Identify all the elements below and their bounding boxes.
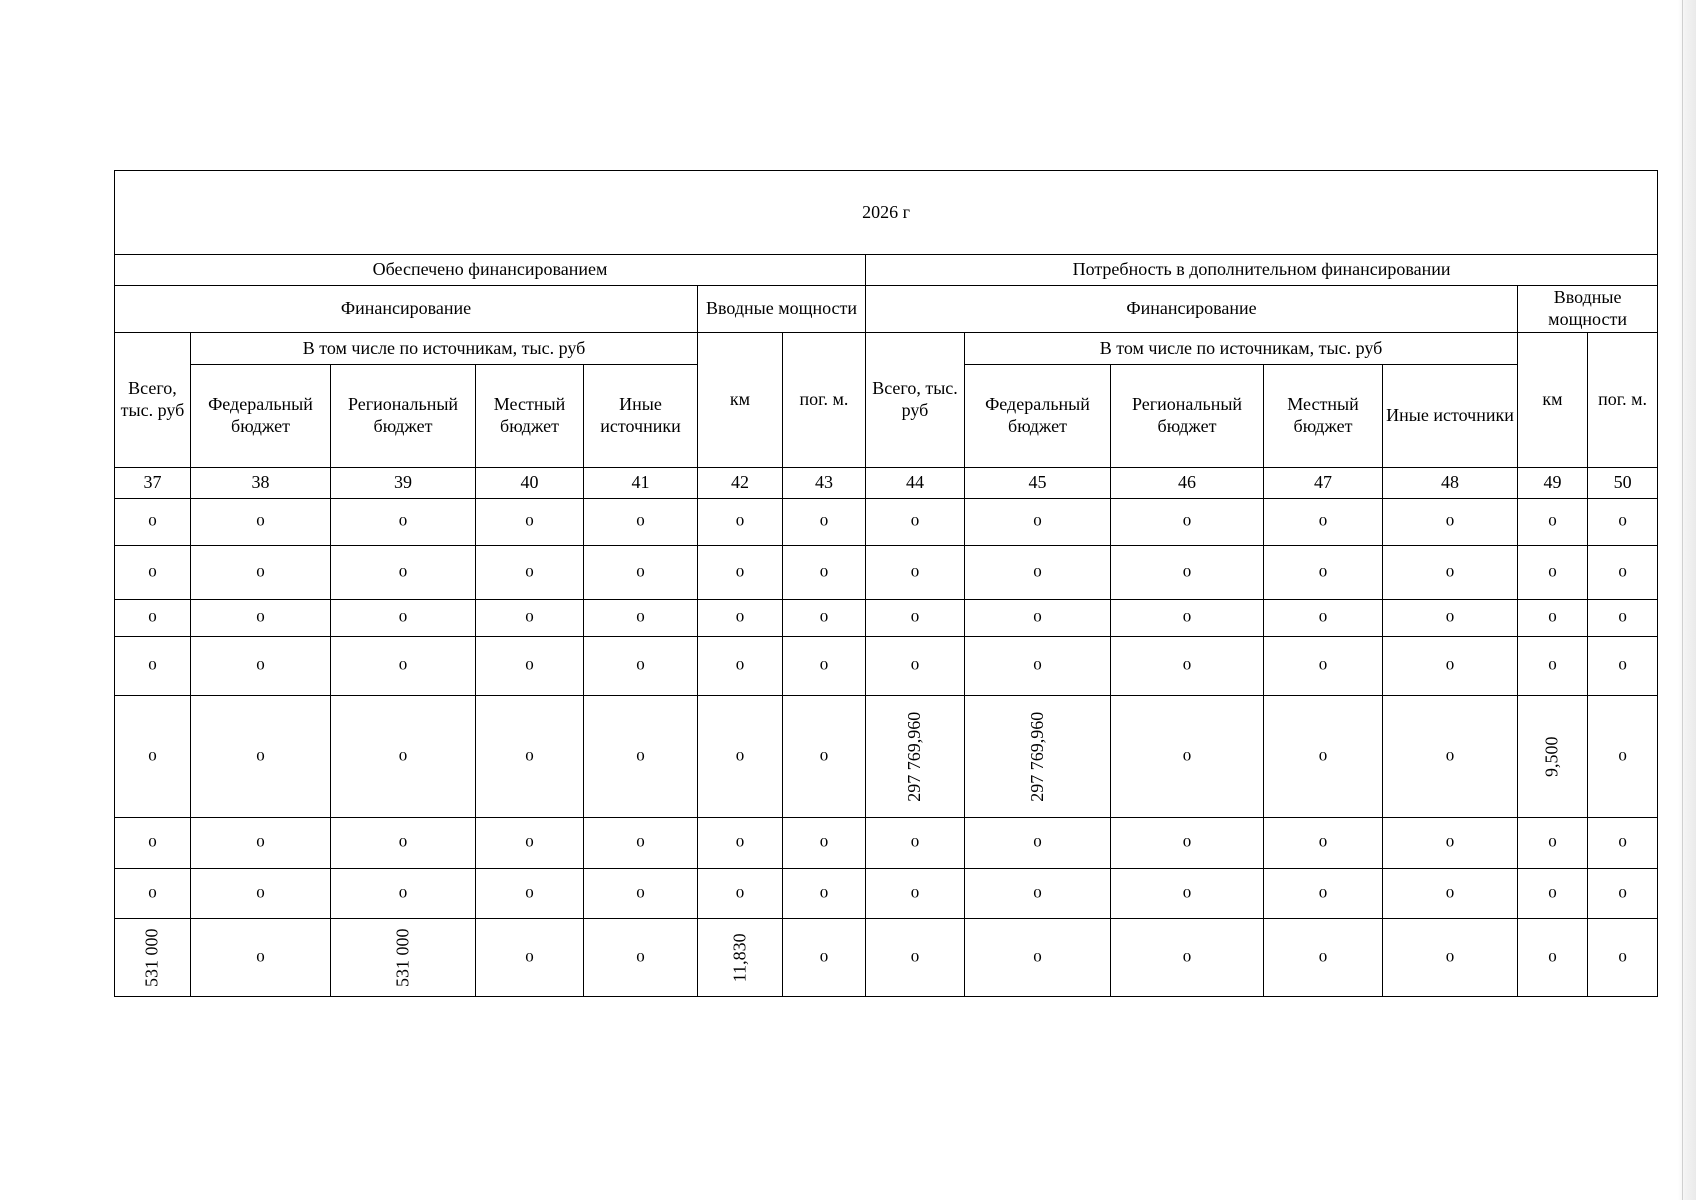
table-cell	[866, 546, 965, 600]
cell-value: 0	[1033, 886, 1042, 901]
column-number: 49	[1518, 468, 1588, 499]
financing-header-left: Финансирование	[115, 286, 698, 333]
cell-value: 0	[1318, 565, 1328, 580]
cell-value: 0	[398, 836, 408, 850]
column-number: 38	[191, 468, 331, 499]
cell-value: 0	[1182, 515, 1192, 529]
table-cell	[476, 869, 584, 919]
cell-value: 0	[910, 659, 920, 673]
cell-value: 0	[398, 611, 408, 625]
column-number: 41	[584, 468, 698, 499]
cell-value: 0	[1182, 886, 1192, 901]
table-cell	[1264, 696, 1383, 818]
column-number: 40	[476, 468, 584, 499]
table-cell	[115, 818, 191, 869]
cell-value: 0	[1548, 565, 1557, 580]
table-cell	[1518, 600, 1588, 637]
cell-value: 0	[525, 950, 534, 965]
table-cell	[1383, 869, 1518, 919]
cell-value: 0	[910, 565, 920, 580]
table-cell	[965, 600, 1111, 637]
column-number: 39	[331, 468, 476, 499]
cell-value: 0	[636, 565, 645, 580]
capacity-header-right: Вводные мощности	[1518, 286, 1658, 333]
table-cell	[1383, 546, 1518, 600]
cell-value: 0	[148, 659, 157, 673]
column-number: 48	[1383, 468, 1518, 499]
cell-value: 0	[735, 836, 745, 850]
cell-value: 0	[636, 749, 645, 764]
cell-value: 0	[398, 565, 408, 580]
cell-value: 0	[398, 886, 408, 901]
table-cell	[698, 818, 783, 869]
table-cell	[331, 499, 476, 546]
cell-value: 0	[1445, 749, 1455, 764]
cell-value: 0	[525, 515, 534, 529]
table-cell	[331, 637, 476, 696]
cell-value: 0	[819, 565, 829, 580]
cell-value: 0	[910, 836, 920, 850]
table-cell	[1383, 600, 1518, 637]
cell-value: 0	[819, 836, 829, 850]
table-cell	[698, 919, 783, 997]
table-cell	[191, 919, 331, 997]
cell-value: 0	[1445, 886, 1455, 901]
table-cell	[1264, 818, 1383, 869]
cell-value: 0	[256, 565, 265, 580]
table-cell	[1383, 499, 1518, 546]
table-cell	[1264, 546, 1383, 600]
cell-value: 0	[256, 886, 265, 901]
cell-value: 0	[1182, 611, 1192, 625]
cell-value: 0	[1618, 950, 1627, 965]
table-cell	[331, 696, 476, 818]
cell-value: 0	[1548, 836, 1557, 850]
cell-value: 0	[148, 565, 157, 580]
table-cell	[476, 696, 584, 818]
table-cell	[191, 600, 331, 637]
cell-value: 0	[636, 515, 645, 529]
cell-value: 0	[1445, 565, 1455, 580]
column-number: 45	[965, 468, 1111, 499]
cell-value: 0	[148, 836, 157, 850]
cell-value: 0	[636, 659, 645, 673]
cell-value: 0	[636, 611, 645, 625]
table-cell	[1383, 919, 1518, 997]
table-cell	[115, 696, 191, 818]
column-number: 44	[866, 468, 965, 499]
cell-value: 0	[819, 611, 829, 625]
cell-value: 0	[1618, 611, 1627, 625]
table-cell	[584, 499, 698, 546]
table-cell	[331, 869, 476, 919]
table-cell	[476, 546, 584, 600]
table-cell	[1518, 919, 1588, 997]
table-cell	[1518, 546, 1588, 600]
financing-table	[114, 170, 1658, 997]
table-cell	[584, 637, 698, 696]
cell-value: 0	[1618, 886, 1627, 901]
group-row	[115, 286, 1658, 333]
local-header-right: Местный бюджет	[1264, 365, 1383, 468]
table-cell	[1588, 600, 1658, 637]
table-cell	[965, 637, 1111, 696]
cell-value: 0	[1618, 836, 1627, 850]
km-header-right: км	[1518, 333, 1588, 468]
cell-value: 0	[398, 515, 408, 529]
cell-value: 0	[256, 515, 265, 529]
table-cell	[866, 600, 965, 637]
table-cell	[331, 919, 476, 997]
table-cell	[783, 919, 866, 997]
cell-value: 0	[735, 749, 745, 764]
year-header: 2026 г	[115, 171, 1658, 255]
table-cell	[1383, 637, 1518, 696]
by-sources-header-left: В том числе по источникам, тыс. руб	[191, 333, 698, 365]
capacity-header-left: Вводные мощности	[698, 286, 866, 333]
table-cell	[783, 600, 866, 637]
cell-value: 0	[525, 886, 534, 901]
cell-value: 0	[1182, 659, 1192, 673]
table-cell	[115, 869, 191, 919]
table-cell	[698, 869, 783, 919]
cell-value: 0	[1033, 659, 1042, 673]
table-cell	[783, 546, 866, 600]
table-cell	[1264, 637, 1383, 696]
table-cell	[1518, 869, 1588, 919]
cell-value: 0	[1033, 836, 1042, 850]
cell-value: 0	[1318, 749, 1328, 764]
table-row	[115, 600, 1658, 637]
additional-need-header: Потребность в дополнительном финансировании	[866, 255, 1658, 286]
cell-value: 0	[525, 836, 534, 850]
cell-value: 0	[256, 659, 265, 673]
table-cell	[1588, 818, 1658, 869]
cell-value: 0	[1445, 515, 1455, 529]
cell-value: 0	[819, 749, 829, 764]
cell-value: 0	[256, 836, 265, 850]
table-cell	[331, 600, 476, 637]
table-cell	[584, 919, 698, 997]
cell-value: 0	[1548, 515, 1557, 529]
table-cell	[1111, 696, 1264, 818]
table-cell	[1588, 499, 1658, 546]
year-row	[115, 171, 1658, 255]
cell-value: 0	[910, 950, 920, 965]
cell-value: 0	[256, 749, 265, 764]
table-cell	[476, 499, 584, 546]
cell-value: 0	[1033, 611, 1042, 625]
table-cell	[191, 637, 331, 696]
cell-value: 0	[1445, 611, 1455, 625]
other-header-right: Иные источники	[1383, 365, 1518, 468]
cell-value: 0	[819, 659, 829, 673]
table-cell	[698, 499, 783, 546]
cell-value: 0	[1618, 659, 1627, 673]
column-number: 42	[698, 468, 783, 499]
table-cell	[1588, 869, 1658, 919]
cell-value: 0	[1182, 749, 1192, 764]
table-cell	[1518, 637, 1588, 696]
cell-value: 0	[1618, 515, 1627, 529]
cell-value: 0	[1182, 836, 1192, 850]
table-cell	[584, 600, 698, 637]
table-cell	[115, 600, 191, 637]
pog-m-header-left: пог. м.	[783, 333, 866, 468]
cell-value: 0	[148, 515, 157, 529]
cell-value: 0	[636, 950, 645, 965]
table-cell	[1111, 637, 1264, 696]
cell-value: 0	[735, 565, 745, 580]
cell-value: 0	[1182, 565, 1192, 580]
column-number: 37	[115, 468, 191, 499]
cell-value: 0	[1548, 611, 1557, 625]
cell-value: 0	[525, 565, 534, 580]
table-cell	[698, 696, 783, 818]
km-header-left: км	[698, 333, 783, 468]
table-cell	[1518, 696, 1588, 818]
table-row	[115, 919, 1658, 997]
cell-value: 0	[1033, 950, 1042, 965]
table-cell	[698, 637, 783, 696]
cell-value: 0	[1033, 565, 1042, 580]
cell-value: 0	[735, 611, 745, 625]
table-cell	[191, 696, 331, 818]
table-cell	[1588, 919, 1658, 997]
cell-value: 0	[1318, 950, 1328, 965]
table-row	[115, 546, 1658, 600]
cell-value: 0	[525, 611, 534, 625]
table-cell	[1111, 546, 1264, 600]
cell-value: 0	[1445, 950, 1455, 965]
total-header-right: Всего, тыс. руб	[866, 333, 965, 468]
table-cell	[866, 818, 965, 869]
table-cell	[866, 919, 965, 997]
table-cell	[965, 499, 1111, 546]
cell-value: 0	[910, 611, 920, 625]
table-row	[115, 818, 1658, 869]
cell-value: 0	[148, 749, 157, 764]
cell-value: 11,830	[729, 933, 750, 982]
by-sources-header-right: В том числе по источникам, тыс. руб	[965, 333, 1518, 365]
cell-value: 0	[735, 515, 745, 529]
column-number: 43	[783, 468, 866, 499]
cell-value: 0	[735, 659, 745, 673]
table-cell	[476, 818, 584, 869]
cell-value: 0	[1548, 886, 1557, 901]
table-cell	[1264, 869, 1383, 919]
table-cell	[965, 546, 1111, 600]
cell-value: 0	[1618, 565, 1627, 580]
cell-value: 0	[525, 749, 534, 764]
table-cell	[584, 546, 698, 600]
cell-value: 0	[256, 950, 265, 965]
page-edge	[1678, 0, 1696, 1200]
column-number: 47	[1264, 468, 1383, 499]
table-cell	[1264, 499, 1383, 546]
section-row	[115, 255, 1658, 286]
cell-value: 0	[148, 886, 157, 901]
cell-value: 0	[1445, 659, 1455, 673]
table-cell	[1518, 818, 1588, 869]
table-cell	[115, 499, 191, 546]
table-cell	[866, 869, 965, 919]
cell-value: 0	[148, 611, 157, 625]
table-cell	[191, 499, 331, 546]
table-cell	[115, 919, 191, 997]
cell-value: 0	[636, 836, 645, 850]
table-cell	[584, 818, 698, 869]
table-cell	[866, 499, 965, 546]
column-number-row	[115, 468, 1658, 499]
cell-value: 0	[636, 886, 645, 901]
secured-header: Обеспечено финансированием	[115, 255, 866, 286]
other-header-left: Иные источники	[584, 365, 698, 468]
table-cell	[1111, 499, 1264, 546]
cell-value: 0	[1318, 886, 1328, 901]
table-cell	[1588, 637, 1658, 696]
cell-value: 0	[1548, 950, 1557, 965]
table-cell	[965, 869, 1111, 919]
local-header-left: Местный бюджет	[476, 365, 584, 468]
federal-header-right: Федеральный бюджет	[965, 365, 1111, 468]
table-cell	[331, 818, 476, 869]
table-cell	[584, 869, 698, 919]
table-cell	[1518, 499, 1588, 546]
cell-value: 0	[398, 659, 408, 673]
table-cell	[584, 696, 698, 818]
pog-m-header-right: пог. м.	[1588, 333, 1658, 468]
cell-value: 0	[1548, 659, 1557, 673]
table-row	[115, 499, 1658, 546]
table-cell	[1111, 600, 1264, 637]
table-cell	[191, 546, 331, 600]
table-cell	[1111, 869, 1264, 919]
cell-value: 0	[525, 659, 534, 673]
sources-row	[115, 333, 1658, 365]
table-cell	[965, 818, 1111, 869]
column-number: 50	[1588, 468, 1658, 499]
cell-value: 0	[910, 886, 920, 901]
cell-value: 0	[398, 749, 408, 764]
cell-value: 0	[1318, 836, 1328, 850]
cell-value: 0	[819, 886, 829, 901]
cell-value: 0	[1318, 659, 1328, 673]
column-number: 46	[1111, 468, 1264, 499]
cell-value: 531 000	[141, 928, 162, 987]
regional-header-right: Региональный бюджет	[1111, 365, 1264, 468]
table-cell	[783, 499, 866, 546]
table-cell	[476, 637, 584, 696]
cell-value: 531 000	[392, 928, 413, 987]
table-cell	[191, 869, 331, 919]
table-cell	[866, 637, 965, 696]
cell-value: 297 769,960	[1026, 711, 1047, 802]
table-cell	[191, 818, 331, 869]
table-cell	[331, 546, 476, 600]
table-cell	[476, 919, 584, 997]
table-cell	[476, 600, 584, 637]
table-row	[115, 637, 1658, 696]
cell-value: 0	[256, 611, 265, 625]
table-cell	[965, 919, 1111, 997]
table-row	[115, 696, 1658, 818]
table-cell	[698, 546, 783, 600]
cell-value: 0	[1318, 515, 1328, 529]
table-cell	[1588, 546, 1658, 600]
financing-header-right: Финансирование	[866, 286, 1518, 333]
table-cell	[1264, 919, 1383, 997]
cell-value: 0	[910, 515, 920, 529]
cell-value: 0	[819, 515, 829, 529]
table-cell	[1111, 818, 1264, 869]
table-cell	[783, 818, 866, 869]
table-cell	[866, 696, 965, 818]
table-cell	[1588, 696, 1658, 818]
cell-value: 0	[1445, 836, 1455, 850]
cell-value: 0	[1318, 611, 1328, 625]
table-cell	[1111, 919, 1264, 997]
table-cell	[115, 546, 191, 600]
total-header-left: Всего, тыс. руб	[115, 333, 191, 468]
table-cell	[965, 696, 1111, 818]
federal-header-left: Федеральный бюджет	[191, 365, 331, 468]
cell-value: 0	[819, 950, 829, 965]
table-cell	[698, 600, 783, 637]
table-cell	[115, 637, 191, 696]
cell-value: 0	[735, 886, 745, 901]
table-cell	[1383, 818, 1518, 869]
table-row	[115, 869, 1658, 919]
cell-value: 0	[1182, 950, 1192, 965]
cell-value: 0	[1618, 749, 1627, 764]
table-cell	[1383, 696, 1518, 818]
cell-value: 297 769,960	[904, 711, 925, 802]
table-cell	[783, 637, 866, 696]
cell-value: 9,500	[1541, 736, 1562, 777]
cell-value: 0	[1033, 515, 1042, 529]
table-cell	[1264, 600, 1383, 637]
table-cell	[783, 696, 866, 818]
table-cell	[783, 869, 866, 919]
regional-header-left: Региональный бюджет	[331, 365, 476, 468]
